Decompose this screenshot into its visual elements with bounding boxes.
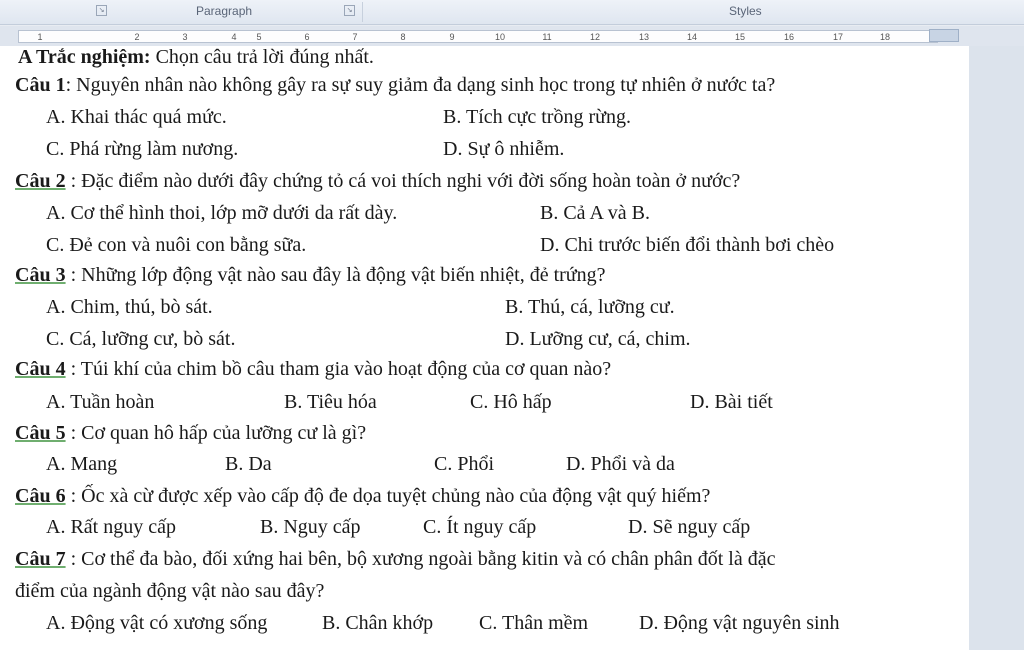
ruler-tick: 2 [134,32,140,42]
question-6: Câu 6 : Ốc xà cừ được xếp vào cấp độ đe dọa tuyệt chủng nào của động vật quý hiếm? [15,485,711,507]
ruler-tick: 4 [231,32,237,42]
q5-option-a: A. Mang [46,453,118,475]
q2-option-a: A. Cơ thể hình thoi, lớp mỡ dưới da rất dày. [46,202,398,224]
ruler-tick: 11 [542,32,552,42]
question-7-continued: điểm của ngành động vật nào sau đây? [15,580,325,602]
q3-option-d: D. Lưỡng cư, cá, chim. [505,328,691,350]
ruler-tick: 8 [400,32,406,42]
ruler-tick: 10 [494,32,506,42]
ruler-tick: 1 [37,32,43,42]
q1-option-a: A. Khai thác quá mức. [46,106,227,128]
question-1: Câu 1: Nguyên nhân nào không gây ra sự suy giảm đa dạng sinh học trong tự nhiên ở nước ta? [15,74,776,96]
q4-option-a: A. Tuần hoàn [46,391,155,413]
ruler-tick: 16 [783,32,795,42]
q5-option-b: B. Da [225,453,272,475]
document-background-margin [969,46,1024,650]
right-indent-marker[interactable] [929,29,959,42]
q2-option-d: D. Chi trước biến đổi thành bơi chèo [540,234,835,256]
ruler-tick: 3 [182,32,188,42]
ruler-tick: 18 [879,32,891,42]
q6-option-b: B. Nguy cấp [260,516,361,538]
q3-option-c: C. Cá, lưỡng cư, bò sát. [46,328,236,350]
q5-option-d: D. Phổi và da [566,453,675,475]
styles-group-label: Styles [729,4,762,18]
question-2: Câu 2 : Đặc điểm nào dưới đây chứng tỏ cá voi thích nghi với đời sống hoàn toàn ở nước? [15,170,741,192]
ruler-tick: 7 [352,32,358,42]
font-dialog-launcher-icon[interactable]: ↘ [96,5,107,16]
document-page[interactable] [0,46,969,650]
q4-option-c: C. Hô hấp [470,391,552,413]
ruler-tick: 15 [734,32,746,42]
q2-option-b: B. Cả A và B. [540,202,651,224]
ruler-tick: 12 [589,32,601,42]
horizontal-ruler[interactable] [0,26,1024,46]
paragraph-dialog-launcher-icon[interactable]: ↘ [344,5,355,16]
q7-option-b: B. Chân khớp [322,612,434,634]
ruler-tick: 13 [638,32,650,42]
ribbon-group-bar [0,0,1024,25]
q6-option-d: D. Sẽ nguy cấp [628,516,751,538]
question-4: Câu 4 : Túi khí của chim bồ câu tham gia vào hoạt động của cơ quan nào? [15,358,612,380]
question-3: Câu 3 : Những lớp động vật nào sau đây là động vật biến nhiệt, đẻ trứng? [15,264,606,286]
ruler-tick: 17 [832,32,844,42]
section-title: A Trắc nghiệm: Chọn câu trả lời đúng nhất. [18,46,374,68]
ribbon-separator [362,2,363,22]
ruler-tick: 14 [686,32,698,42]
q4-option-b: B. Tiêu hóa [284,391,377,413]
ruler-tick: 5 [256,32,262,42]
paragraph-group-label: Paragraph [196,4,253,18]
ruler-tick: 6 [304,32,310,42]
q5-option-c: C. Phổi [434,453,495,475]
q1-option-c: C. Phá rừng làm nương. [46,138,239,160]
q6-option-c: C. Ít nguy cấp [423,516,537,538]
ruler-band [18,30,938,43]
question-5: Câu 5 : Cơ quan hô hấp của lưỡng cư là gì? [15,422,367,444]
q1-option-b: B. Tích cực trồng rừng. [443,106,631,128]
q2-option-c: C. Đẻ con và nuôi con bằng sữa. [46,234,307,256]
question-7: Câu 7 : Cơ thể đa bào, đối xứng hai bên, bộ xương ngoài bằng kitin và có chân phân đốt là đặc [15,548,776,570]
q4-option-d: D. Bài tiết [690,391,773,413]
q1-option-d: D. Sự ô nhiễm. [443,138,565,160]
q7-option-d: D. Động vật nguyên sinh [639,612,840,634]
q3-option-a: A. Chim, thú, bò sát. [46,296,213,318]
q7-option-c: C. Thân mềm [479,612,589,634]
q7-option-a: A. Động vật có xương sống [46,612,268,634]
q6-option-a: A. Rất nguy cấp [46,516,176,538]
q3-option-b: B. Thú, cá, lưỡng cư. [505,296,675,318]
ruler-tick: 9 [449,32,455,42]
